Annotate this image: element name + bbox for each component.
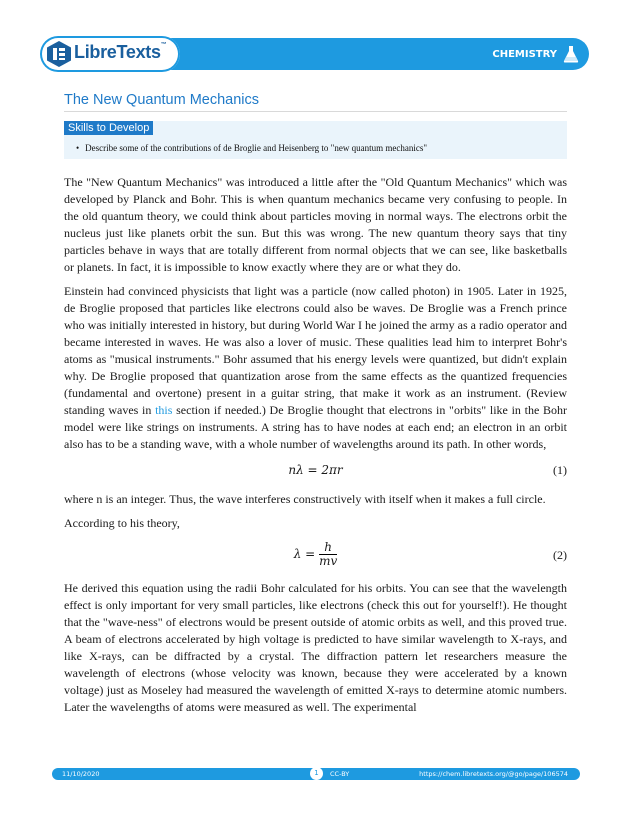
equation-2-fraction: $\frac{h}{mv}$ — [319, 540, 338, 568]
paragraph-derivation: He derived this equation using the radii Bohr calculated for his orbits. You can see that the wavelength effect is only important for very small particles, like electrons (check this out for yourself!). He thought that the "wave-ness" of electrons would be present outside of atomic orbits as well, and this proved true. A beam of electrons accelerated by high voltage is predicted to have similar wavelength to X-rays, and like X-rays, can be diffracted by a crystal. The diffraction pattern let researchers measure the wavelength of electrons (whose velocity was known, because they were accelerated by a known voltage) just as Moseley had measured the wavelength of emitted X-rays to determine atomic numbers. Later the wavelengths of atoms were measured as well. The experimental — [64, 581, 567, 714]
header-bar — [155, 38, 589, 70]
page-footer — [52, 768, 580, 780]
page-header — [40, 36, 590, 72]
paragraph-intro: The "New Quantum Mechanics" was introduced a little after the "Old Quantum Mechanics" which was developed by Planck and Bohr. This is when quantum mechanics became very confusing to people. In the old quantum theory, we could think about particles moving in normal ways. The electrons orbit the nucleus just like planets orbit the sun. But this was wrong. The new quantum theory says that tiny particles behave in ways that are totally different from normal objects that we can see, like basketballs or planets. In fact, it is impossible to know exactly where they are or what they do. — [64, 175, 567, 274]
equation-1 — [64, 460, 567, 484]
footer-date: 11/10/2020 — [62, 770, 100, 778]
skills-box — [64, 121, 567, 159]
paragraph-theory: According to his theory, — [64, 516, 180, 530]
paragraph-integer: where n is an integer. Thus, the wave interferes constructively with itself when it makes a full circle. — [64, 492, 546, 506]
bullet-icon: • — [76, 143, 80, 153]
skills-list-item: • Describe some of the contributions of de Broglie and Heisenberg to "new quantum mechanics" — [76, 143, 427, 153]
skills-label: Skills to Develop — [64, 121, 153, 135]
libretexts-logo-icon — [46, 40, 72, 68]
standing-waves-link[interactable]: this — [155, 403, 173, 417]
footer-page-number: 1 — [310, 767, 323, 780]
footer-license: CC-BY — [330, 770, 350, 778]
paragraph-de-broglie: Einstein had convinced physicists that light was a particle (now called photon) in 1905. Later in 1925, de Broglie proposed that particles like electrons could also be waves. De Broglie was a French prince who was initially interested in history, but during World War I he joined the army as a radio operator and became interested in waves. He was also a lover of music. These qualities lead him to interpret Bohr's atoms as "musical instruments." Bohr assumed that his energy levels were quantized, but didn't explain why. De Broglie proposed that quantization arose from the same effects as the quantized frequencies (fundamental and overtone) present in a guitar string, that make it work as an instrument. (Review standing waves in this section if needed.) De Broglie thought that electrons in "orbits" like in the Bohr model were like strings on instruments. A string has to have nodes at each end; an electron in an orbit also has to be a standing wave, with a whole number of wavelengths around its path. In other words, — [64, 284, 567, 451]
page-title: The New Quantum Mechanics — [64, 92, 567, 112]
equation-2 — [64, 539, 567, 573]
footer-url-link[interactable]: https://chem.libretexts.org/@go/page/106574 — [419, 770, 568, 778]
libretexts-logo[interactable] — [40, 36, 180, 72]
article-body — [64, 174, 567, 723]
subject-label[interactable]: CHEMISTRY — [492, 49, 557, 60]
equation-1-number: (1) — [553, 463, 567, 477]
logo-wordmark: LibreTexts™ — [74, 42, 167, 62]
equation-2-expression: λ = $\frac{h}{mv}$ — [293, 540, 338, 568]
equation-1-expression: nλ = 2πr — [288, 463, 343, 477]
flask-icon — [563, 45, 579, 63]
equation-2-number: (2) — [553, 548, 567, 562]
